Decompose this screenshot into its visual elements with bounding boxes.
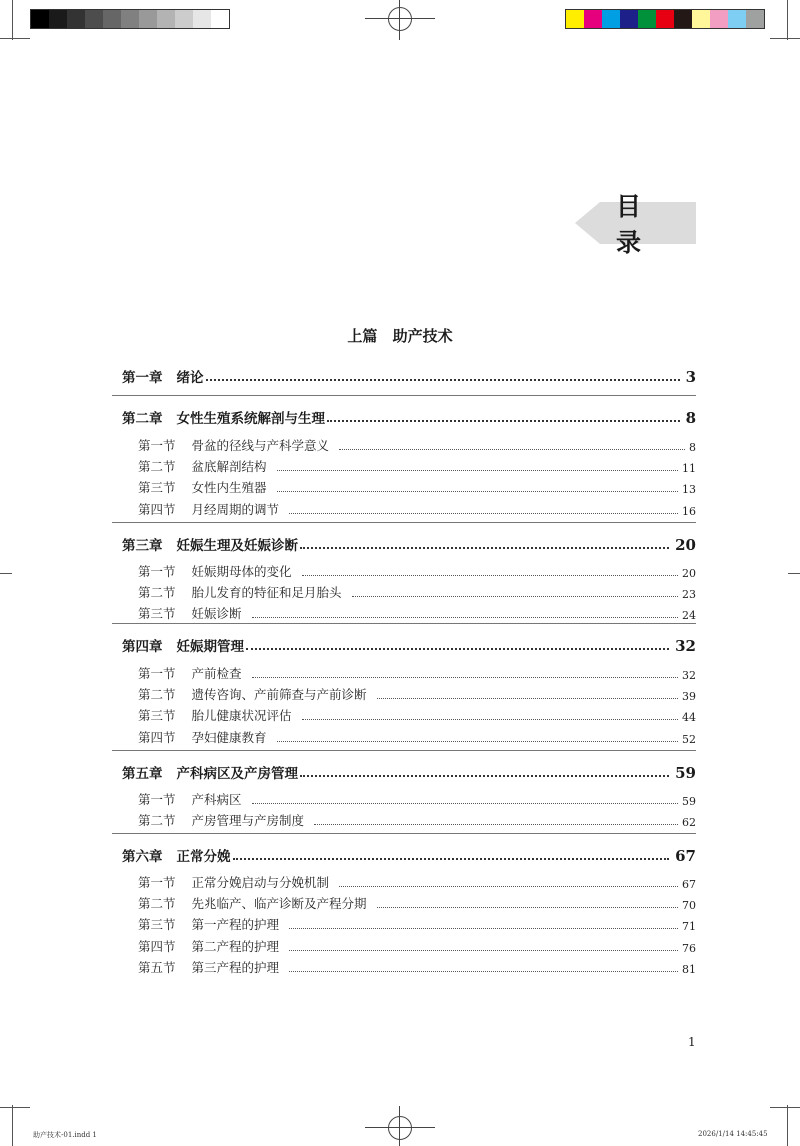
section-title: 第三产程的护理 [191,959,280,975]
chapter-page: 20 [675,536,696,554]
chapter-number: 第一章 [122,370,163,386]
section-page: 20 [682,567,696,580]
section-number: 第三节 [138,480,176,496]
section-entry[interactable] [138,958,696,976]
section-title: 产科病区 [191,792,242,807]
section-entry[interactable] [138,500,696,518]
dot-leader [300,775,669,777]
dot-leader [277,491,678,492]
dot-leader [246,648,669,650]
color-swatch [728,10,746,28]
gray-swatch [85,10,103,28]
gray-swatch [121,10,139,28]
chapter-label [122,366,204,386]
section-label [138,457,267,475]
section-label [138,500,279,518]
section-label [138,915,279,933]
section-page: 23 [682,588,696,602]
section-page: 11 [682,462,696,476]
chapter-label [122,845,231,865]
section-entry[interactable] [138,583,696,601]
section-page: 59 [682,795,696,808]
dot-leader [377,907,678,908]
section-title: 孕妇健康教育 [191,729,267,745]
color-swatch [584,10,602,28]
section-number: 第二节 [138,687,176,703]
section-number: 第四节 [138,729,176,745]
section-number: 第二节 [138,813,176,829]
dot-leader [277,741,678,742]
section-number: 第一节 [138,666,176,681]
section-title: 盆底解剖结构 [191,459,267,475]
chapter-page: 67 [675,847,696,865]
section-number: 第二节 [138,585,176,601]
section-entry[interactable] [138,478,696,496]
section-page: 52 [682,732,696,746]
slug-timestamp: 2026/1/14 14:45:45 [698,1130,768,1138]
chapter-entry[interactable] [122,405,696,427]
section-entry[interactable] [138,811,696,829]
section-number: 第一节 [138,792,176,807]
color-swatch [710,10,728,28]
section-number: 第三节 [138,708,176,724]
section-number: 第二节 [138,459,176,475]
color-swatch [638,10,656,28]
section-label [138,685,367,703]
chapter-page: 8 [685,409,696,427]
chapter-page: 3 [685,368,696,386]
color-swatch [674,10,692,28]
section-page: 8 [689,441,696,454]
section-number: 第一节 [138,875,176,890]
section-label [138,894,367,912]
section-label [138,604,242,622]
chapter-entry[interactable] [122,843,696,865]
section-label [138,706,292,724]
dot-leader [252,803,678,804]
chapter-number: 第四章 [122,639,163,655]
chapter-number: 第五章 [122,766,163,782]
color-swatch [746,10,764,28]
section-entry[interactable] [138,664,696,682]
dot-leader [352,596,678,597]
chapter-title: 女性生殖系统解剖与生理 [176,411,325,427]
chapter-divider [112,623,696,624]
color-swatch [656,10,674,28]
section-entry[interactable] [138,728,696,746]
chapter-number: 第二章 [122,411,163,427]
section-title: 先兆临产、临产诊断及产程分期 [191,896,367,912]
section-page: 76 [682,941,696,955]
chapter-title: 绪论 [176,370,204,386]
color-swatch [566,10,584,28]
section-title: 第一产程的护理 [191,917,280,933]
gray-swatch [67,10,85,28]
chapter-entry[interactable] [122,633,696,655]
section-title: 月经周期的调节 [191,501,280,517]
gray-swatch [139,10,157,28]
section-title: 产房管理与产房制度 [191,813,305,829]
section-entry[interactable] [138,436,696,454]
chapter-label [122,407,325,427]
section-number: 第三节 [138,917,176,933]
section-entry[interactable] [138,873,696,891]
part-heading [0,325,800,346]
chapter-label [122,762,298,782]
section-label [138,811,304,829]
section-number: 第一节 [138,564,176,579]
section-label [138,873,329,891]
gray-swatch [175,10,193,28]
slug-filename: 助产技术-01.indd 1 [33,1131,97,1139]
color-swatch [602,10,620,28]
section-label [138,937,279,955]
chapter-divider [112,395,696,396]
chapter-divider [112,522,696,523]
dot-leader [252,677,678,678]
section-page: 24 [682,609,696,623]
dot-leader [300,547,669,549]
section-title: 遗传咨询、产前筛查与产前诊断 [191,687,367,703]
section-entry[interactable] [138,790,696,808]
gray-swatch [193,10,211,28]
section-title: 女性内生殖器 [191,480,267,496]
section-number: 第一节 [138,438,176,453]
section-page: 67 [682,878,696,891]
color-swatch [620,10,638,28]
section-label [138,958,279,976]
gray-swatch [49,10,67,28]
section-title: 胎儿发育的特征和足月胎头 [191,585,342,601]
toc-title: 目录 [616,192,658,257]
gray-swatch [211,10,229,28]
section-number: 第四节 [138,501,176,517]
chapter-title: 妊娠期管理 [176,639,244,655]
chapter-title: 正常分娩 [176,849,231,865]
gray-swatch [157,10,175,28]
grayscale-bar [30,9,230,29]
dot-leader [377,698,678,699]
section-page: 32 [682,669,696,682]
gray-swatch [103,10,121,28]
section-title: 骨盆的径线与产科学意义 [191,438,330,453]
section-number: 第三节 [138,606,176,622]
dot-leader [314,824,678,825]
section-entry[interactable] [138,604,696,622]
chapter-number: 第六章 [122,849,163,865]
section-number: 第二节 [138,896,176,912]
section-page: 39 [682,690,696,704]
section-title: 第二产程的护理 [191,938,280,954]
dot-leader [289,928,678,929]
section-label [138,436,329,454]
section-page: 71 [682,920,696,934]
dot-leader [302,719,678,720]
section-entry[interactable] [138,915,696,933]
chapter-label [122,635,244,655]
section-page: 62 [682,816,696,830]
section-label [138,583,342,601]
section-entry[interactable] [138,706,696,724]
gray-swatch [31,10,49,28]
chapter-divider [112,833,696,834]
section-entry[interactable] [138,562,696,580]
dot-leader [289,950,678,951]
section-page: 13 [682,483,696,497]
section-entry[interactable] [138,894,696,912]
section-entry[interactable] [138,457,696,475]
section-page: 44 [682,711,696,725]
section-title: 妊娠诊断 [191,606,242,622]
dot-leader [289,971,678,972]
section-title: 胎儿健康状况评估 [191,708,292,724]
color-swatch [692,10,710,28]
dot-leader [289,513,678,514]
section-label [138,562,292,580]
part-prefix: 上篇 [347,327,378,345]
dot-leader [339,449,685,450]
section-entry[interactable] [138,937,696,955]
chapter-title: 妊娠生理及妊娠诊断 [176,538,298,554]
dot-leader [339,886,678,887]
section-label [138,790,242,808]
dot-leader [302,575,678,576]
dot-leader [277,470,678,471]
chapter-label [122,534,298,554]
section-page: 81 [682,962,696,976]
color-bar [565,9,765,29]
part-name: 助产技术 [392,327,453,345]
dot-leader [252,617,678,618]
chapter-title: 产科病区及产房管理 [176,766,298,782]
dot-leader [206,379,680,381]
section-title: 正常分娩启动与分娩机制 [191,875,330,890]
chapter-page: 59 [675,764,696,782]
chapter-entry[interactable] [122,364,696,386]
chapter-divider [112,750,696,751]
section-entry[interactable] [138,685,696,703]
section-page: 16 [682,504,696,518]
chapter-entry[interactable] [122,760,696,782]
chapter-page: 32 [675,637,696,655]
chapter-entry[interactable] [122,532,696,554]
section-label [138,664,242,682]
section-number: 第四节 [138,938,176,954]
section-label [138,478,267,496]
section-title: 妊娠期母体的变化 [191,564,292,579]
chapter-number: 第三章 [122,538,163,554]
page-number: 1 [688,1035,696,1049]
section-number: 第五节 [138,959,176,975]
dot-leader [233,858,670,860]
section-page: 70 [682,899,696,913]
section-title: 产前检查 [191,666,242,681]
dot-leader [327,420,680,422]
section-label [138,728,267,746]
toc-title-block [575,192,696,257]
